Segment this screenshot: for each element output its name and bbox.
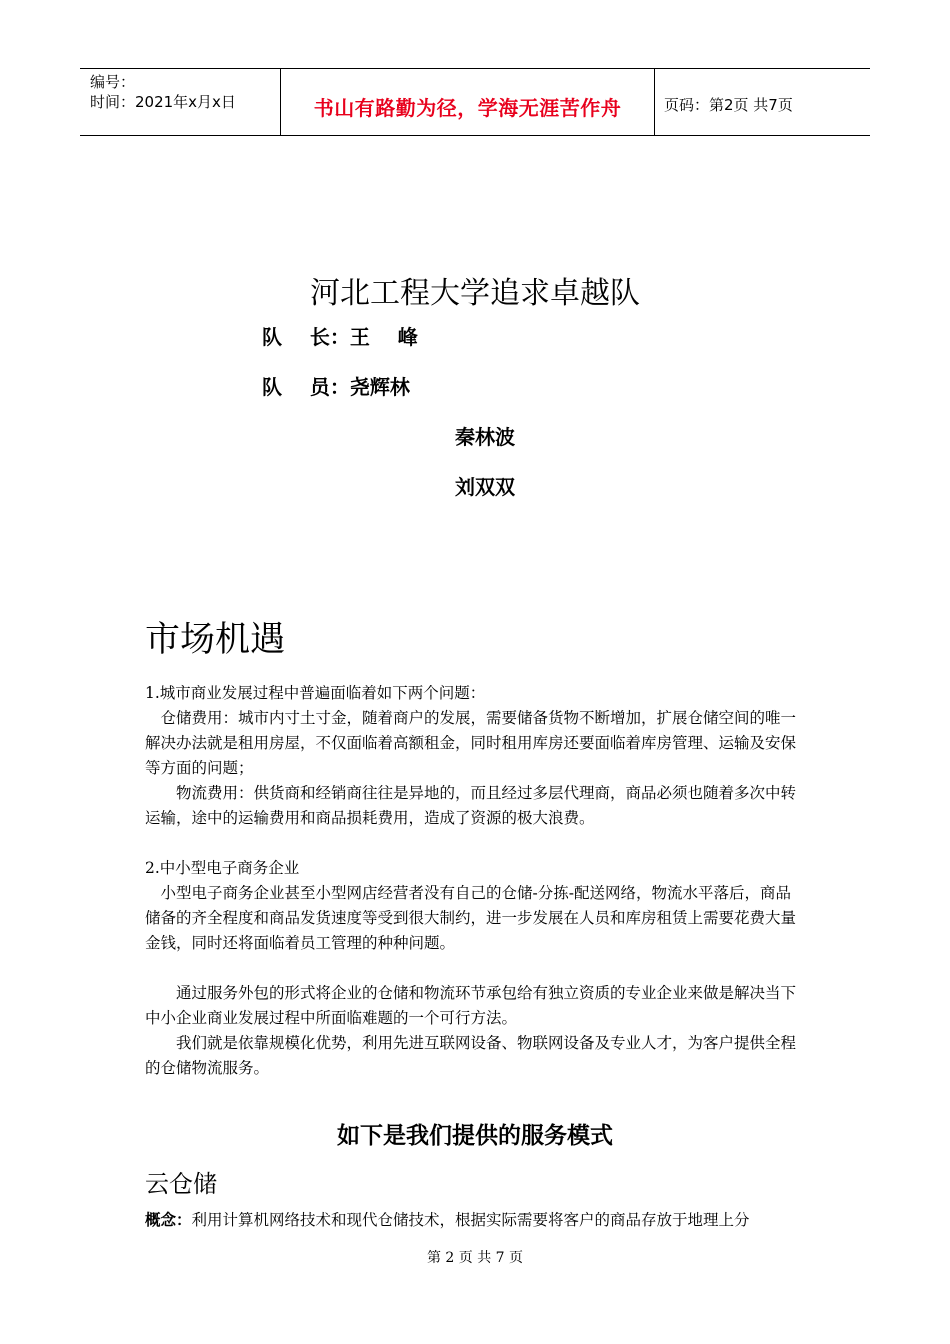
header-rule-bottom xyxy=(80,135,870,136)
paragraph-1-title: 1.城市商业发展过程中普遍面临着如下两个问题： xyxy=(145,684,486,702)
paragraph-our-advantage: 我们就是依靠规模化优势，利用先进互联网设备、物联网设备及专业人才，为客户提供全程的仓储物流服务。 xyxy=(145,1034,797,1077)
concept-line xyxy=(145,1208,750,1230)
member-name: 秦林波 xyxy=(455,425,515,449)
member-name: 刘双双 xyxy=(455,475,515,499)
paragraph-sme-body: 小型电子商务企业甚至小型网店经营者没有自己的仓储-分拣-配送网络，物流水平落后，商品储备的齐全程度和商品发货速度等受到很大制约，进一步发展在人员和库房租赁上需要花费大量金钱，同时还将面临着员工管理的种种问题。 xyxy=(145,884,797,952)
team-title: 河北工程大学追求卓越队 xyxy=(310,276,640,311)
paragraph-logistics-cost: 物流费用：供货商和经销商往往是异地的，而且经过多层代理商，商品必须也随着多次中转运输，途中的运输费用和商品损耗费用，造成了资源的极大浪费。 xyxy=(145,784,797,827)
header-page-info: 页码：第2页 共7页 xyxy=(664,96,793,114)
concept-label: 概念： xyxy=(145,1210,192,1229)
members-line: 队 员：尧辉林 xyxy=(262,375,410,399)
services-heading: 如下是我们提供的服务模式 xyxy=(337,1123,613,1149)
paragraph-storage-cost: 仓储费用：城市内寸土寸金，随着商户的发展，需要储备货物不断增加，扩展仓储空间的唯一解决办法就是租用房屋，不仅面临着高额租金，同时租用库房还要面临着库房管理、运输及安保等方面的问题； xyxy=(145,709,797,777)
sme-paragraphs xyxy=(145,856,805,956)
header-motto: 书山有路勤为径，学海无涯苦作舟 xyxy=(313,96,622,120)
header-date-label: 时间：2021年x月x日 xyxy=(90,93,236,111)
header-meta xyxy=(90,72,236,112)
page-footer: 第 2 页 共 7 页 xyxy=(426,1250,524,1266)
section-heading-market: 市场机遇 xyxy=(145,620,286,660)
paragraph-2-title: 2.中小型电子商务企业 xyxy=(145,859,300,877)
header-rule-top xyxy=(80,68,870,69)
header-divider-right xyxy=(654,68,655,136)
cloud-storage-heading: 云仓储 xyxy=(145,1170,217,1198)
solution-paragraphs xyxy=(145,981,805,1081)
paragraph-outsourcing: 通过服务外包的形式将企业的仓储和物流环节承包给有独立资质的专业企业来做是解决当下中小企业商业发展过程中所面临难题的一个可行方法。 xyxy=(145,984,797,1027)
header-number-label: 编号： xyxy=(90,73,136,91)
market-paragraphs xyxy=(145,681,805,831)
concept-text: 利用计算机网络技术和现代仓储技术，根据实际需要将客户的商品存放于地理上分 xyxy=(191,1211,750,1229)
captain-line: 队 长：王 峰 xyxy=(262,325,418,349)
